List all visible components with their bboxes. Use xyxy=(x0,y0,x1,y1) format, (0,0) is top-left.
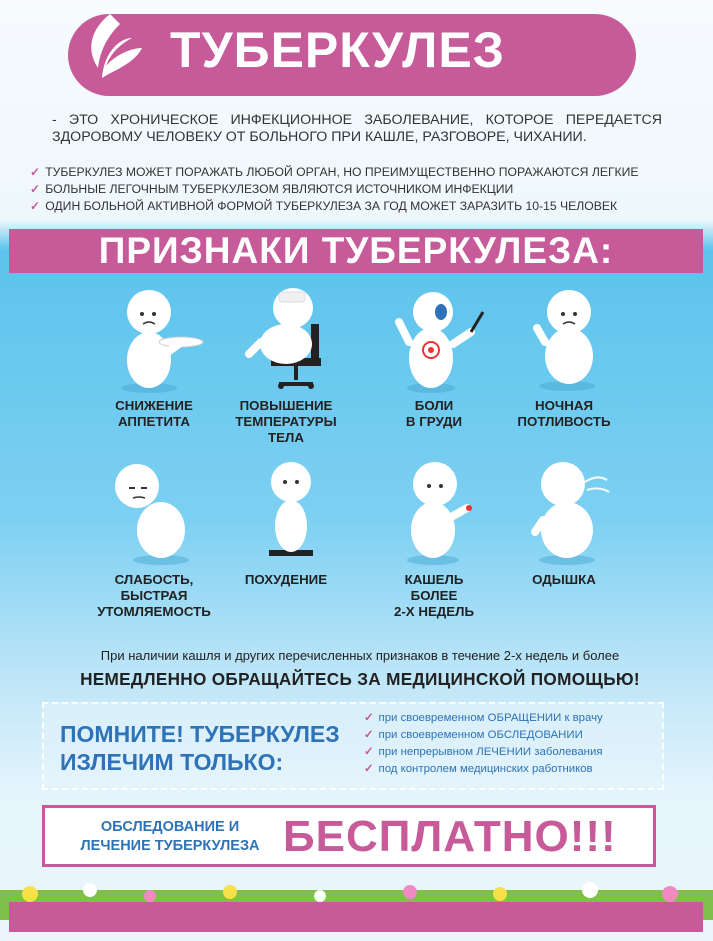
symptom-night-sweats xyxy=(494,282,634,430)
cough-figure-icon xyxy=(379,456,489,568)
call-heading: НЕМЕДЛЕННО ОБРАЩАЙТЕСЬ ЗА МЕДИЦИНСКОЙ ПОМОЩЬЮ! xyxy=(80,669,640,689)
call-text: При наличии кашля и других перечисленных признаков в течение 2-х недель и более xyxy=(100,648,620,663)
check-icon: ✓ xyxy=(30,165,41,179)
symptom-label: НОЧНАЯ ПОТЛИВОСТЬ xyxy=(517,398,611,429)
check-icon: ✓ xyxy=(30,198,41,213)
remember-title: ПОМНИТЕ! ТУБЕРКУЛЕЗ ИЗЛЕЧИМ ТОЛЬКО: xyxy=(60,721,340,775)
list-item: ✓ ТУБЕРКУЛЕЗ МОЖЕТ ПОРАЖАТЬ ЛЮБОЙ ОРГАН, НО ПРЕИМУЩЕСТВЕННО ПОРАЖАЮТСЯ ЛЕГКИЕ xyxy=(30,165,639,179)
tired-figure-icon xyxy=(99,456,209,568)
symptom-label: СЛАБОСТЬ, БЫСТРАЯ УТОМЛЯЕМОСТЬ xyxy=(97,572,211,619)
sweating-figure-icon xyxy=(509,282,619,394)
symptom-label: КАШЕЛЬ БОЛЕЕ 2-Х НЕДЕЛЬ xyxy=(393,572,475,619)
facts-list xyxy=(30,164,690,214)
page-title: ТУБЕРКУЛЕЗ xyxy=(170,22,505,78)
list-item: ✓ под контролем медицинских работников xyxy=(364,763,593,775)
section-title: ПРИЗНАКИ ТУБЕРКУЛЕЗА: xyxy=(9,229,703,273)
check-icon: ✓ xyxy=(30,181,41,196)
symptom-label: ПОВЫШЕНИЕ ТЕМПЕРАТУРЫ ТЕЛА xyxy=(235,398,337,445)
check-icon: ✓ xyxy=(364,746,374,758)
plate-figure-icon xyxy=(99,282,209,394)
remember-list xyxy=(364,710,603,778)
fever-figure-icon xyxy=(231,282,341,394)
bottom-bar xyxy=(9,902,703,932)
list-item: ✓ при своевременном ОБРАЩЕНИИ к врачу xyxy=(364,712,603,724)
scale-figure-icon xyxy=(231,456,341,568)
symptom-label: СНИЖЕНИЕ АППЕТИТА xyxy=(115,398,193,429)
free-left-text: ОБСЛЕДОВАНИЕ И ЛЕЧЕНИЕ ТУБЕРКУЛЕЗА xyxy=(80,819,260,854)
remember-box xyxy=(42,702,664,790)
intro-text: - ЭТО ХРОНИЧЕСКОЕ ИНФЕКЦИОННОЕ ЗАБОЛЕВАНИЕ, КОТОРОЕ ПЕРЕДАЕТСЯ ЗДОРОВОМУ ЧЕЛОВЕКУ ОТ БОЛЬНОГО ПРИ КАШЛЕ, РАЗГОВОРЕ, ЧИХАНИИ. xyxy=(52,112,662,145)
list-item: ✓ БОЛЬНЫЕ ЛЕГОЧНЫМ ТУБЕРКУЛЕЗОМ ЯВЛЯЮТСЯ ИСТОЧНИКОМ ИНФЕКЦИИ xyxy=(30,181,514,196)
check-icon: ✓ xyxy=(364,729,374,741)
check-icon: ✓ xyxy=(364,763,374,775)
symptom-fever xyxy=(216,282,356,446)
chest-pain-figure-icon xyxy=(379,282,489,394)
free-heading: БЕСПЛАТНО!!! xyxy=(283,812,617,861)
check-icon: ✓ xyxy=(364,712,374,724)
free-box xyxy=(42,805,656,867)
symptom-chest-pain xyxy=(364,282,504,430)
symptom-cough xyxy=(364,456,504,620)
symptom-weakness xyxy=(84,456,224,620)
symptom-label: БОЛИ В ГРУДИ xyxy=(405,398,463,429)
symptom-weight-loss xyxy=(216,456,356,588)
symptom-label: ПОХУДЕНИЕ xyxy=(244,572,328,587)
list-item: ✓ при своевременном ОБСЛЕДОВАНИИ xyxy=(364,729,583,741)
symptom-shortness-of-breath xyxy=(494,456,634,588)
breath-figure-icon xyxy=(509,456,619,568)
list-item: ✓ при непрерывном ЛЕЧЕНИИ заболевания xyxy=(364,746,603,758)
symptom-appetite xyxy=(84,282,224,430)
leaf-logo-icon xyxy=(80,8,148,88)
symptom-label: ОДЫШКА xyxy=(532,572,596,587)
list-item: ✓ ОДИН БОЛЬНОЙ АКТИВНОЙ ФОРМОЙ ТУБЕРКУЛЕЗА ЗА ГОД МОЖЕТ ЗАРАЗИТЬ 10-15 ЧЕЛОВЕК xyxy=(30,198,618,213)
